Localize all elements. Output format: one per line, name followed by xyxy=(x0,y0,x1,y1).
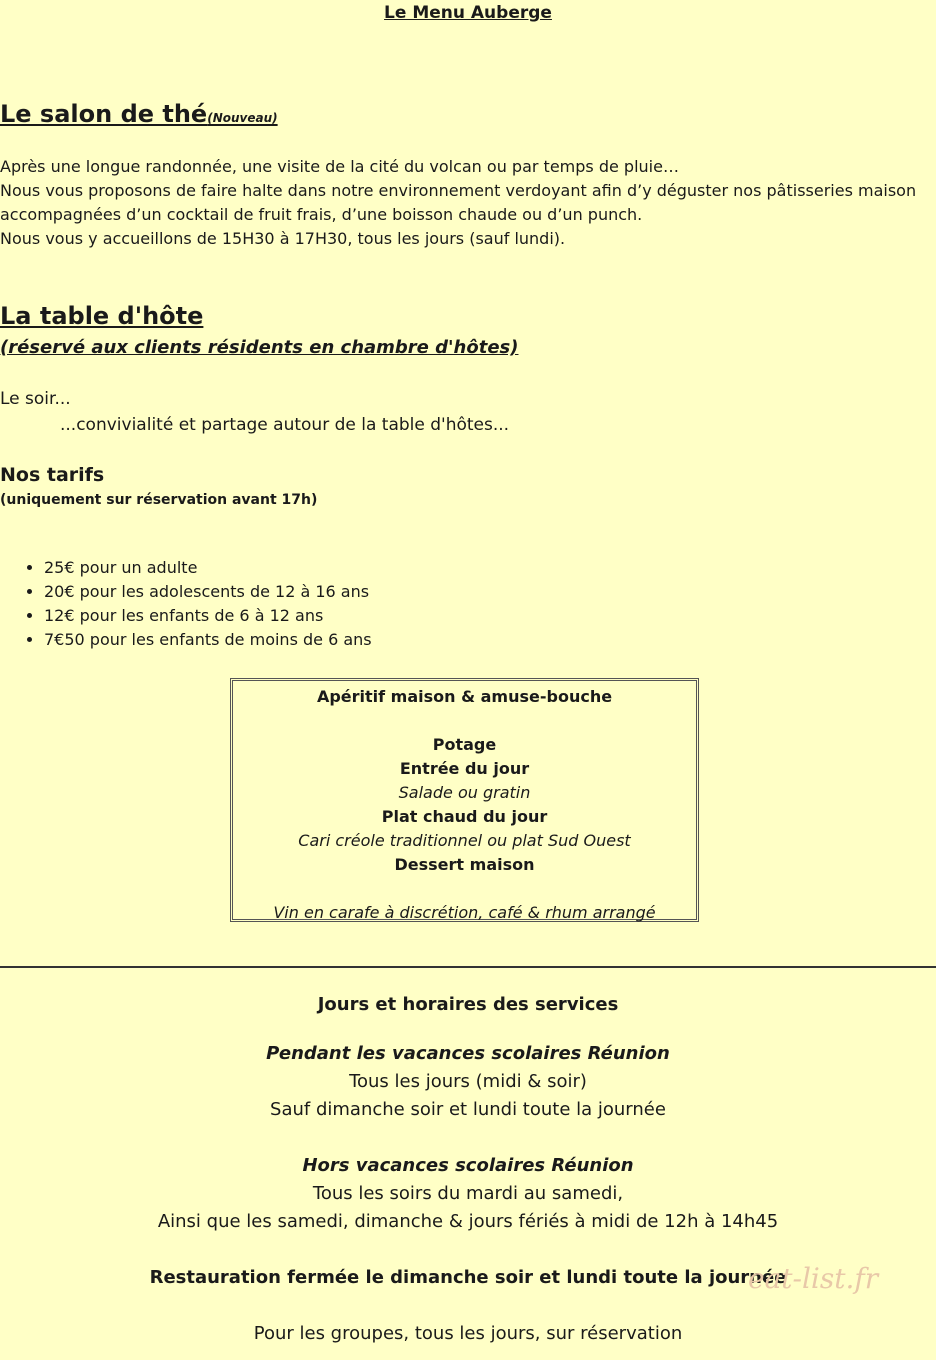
salon-title-text: Le salon de thé xyxy=(0,100,208,128)
soir-text: Le soir... xyxy=(0,389,71,409)
menu-plat: Plat chaud du jour xyxy=(381,807,548,826)
vacances-title: Pendant les vacances scolaires Réunion xyxy=(266,1043,670,1064)
menu-potage: Potage xyxy=(432,735,497,754)
salon-section-title xyxy=(0,100,278,128)
menu-dessert: Dessert maison xyxy=(394,855,535,874)
watermark: eat-list.fr xyxy=(748,1262,879,1295)
menu-box xyxy=(230,678,699,922)
fermeture-text: Restauration fermée le dimanche soir et lundi toute la journée xyxy=(149,1267,787,1288)
salon-line: accompagnées d’un cocktail de fruit frais, d’une boisson chaude ou d’un punch. xyxy=(0,205,643,224)
schedule-title: Jours et horaires des services xyxy=(317,994,619,1015)
menu-plat-desc: Cari créole traditionnel ou plat Sud Ouest xyxy=(298,831,631,850)
hors-vacances-line: Ainsi que les samedi, dimanche & jours fériés à midi de 12h à 14h45 xyxy=(157,1211,779,1232)
menu-aperitif: Apéritif maison & amuse-bouche xyxy=(316,687,613,706)
page-title: Le Menu Auberge xyxy=(384,3,552,23)
hors-vacances-line: Tous les soirs du mardi au samedi, xyxy=(312,1183,624,1204)
salon-line: Après une longue randonnée, une visite de la cité du volcan ou par temps de pluie… xyxy=(0,157,679,176)
menu-boissons: Vin en carafe à discrétion, café & rhum arrangé xyxy=(273,903,656,922)
tarifs-note: (uniquement sur réservation avant 17h) xyxy=(0,492,318,508)
list-item: • 25€ pour un adulte xyxy=(44,556,372,580)
salon-line: Nous vous proposons de faire halte dans notre environnement verdoyant afin d’y déguster nos pâtisseries maison xyxy=(0,181,917,200)
menu-spacer xyxy=(233,709,696,733)
hors-vacances-title: Hors vacances scolaires Réunion xyxy=(302,1155,634,1176)
table-section-title: La table d'hôte xyxy=(0,302,204,330)
list-item: • 20€ pour les adolescents de 12 à 16 ans xyxy=(44,580,372,604)
section-divider xyxy=(0,966,936,968)
menu-entree-desc: Salade ou gratin xyxy=(398,783,531,802)
new-tag: (Nouveau) xyxy=(207,111,278,125)
table-reservation-note: (réservé aux clients résidents en chambre d'hôtes) xyxy=(0,337,519,358)
vacances-line: Tous les jours (midi & soir) xyxy=(349,1071,587,1092)
list-item: • 12€ pour les enfants de 6 à 12 ans xyxy=(44,604,372,628)
salon-line: Nous vous y accueillons de 15H30 à 17H30, tous les jours (sauf lundi). xyxy=(0,229,566,248)
list-item: • 7€50 pour les enfants de moins de 6 ans xyxy=(44,628,372,652)
groupes-text: Pour les groupes, tous les jours, sur réservation xyxy=(253,1323,683,1344)
menu-spacer xyxy=(233,877,696,901)
menu-entree: Entrée du jour xyxy=(399,759,530,778)
tarifs-list xyxy=(0,556,372,652)
salon-description xyxy=(0,155,916,251)
convivial-text: ...convivialité et partage autour de la table d'hôtes... xyxy=(60,415,510,435)
vacances-line: Sauf dimanche soir et lundi toute la journée xyxy=(270,1099,666,1120)
tarifs-title: Nos tarifs xyxy=(0,464,105,486)
